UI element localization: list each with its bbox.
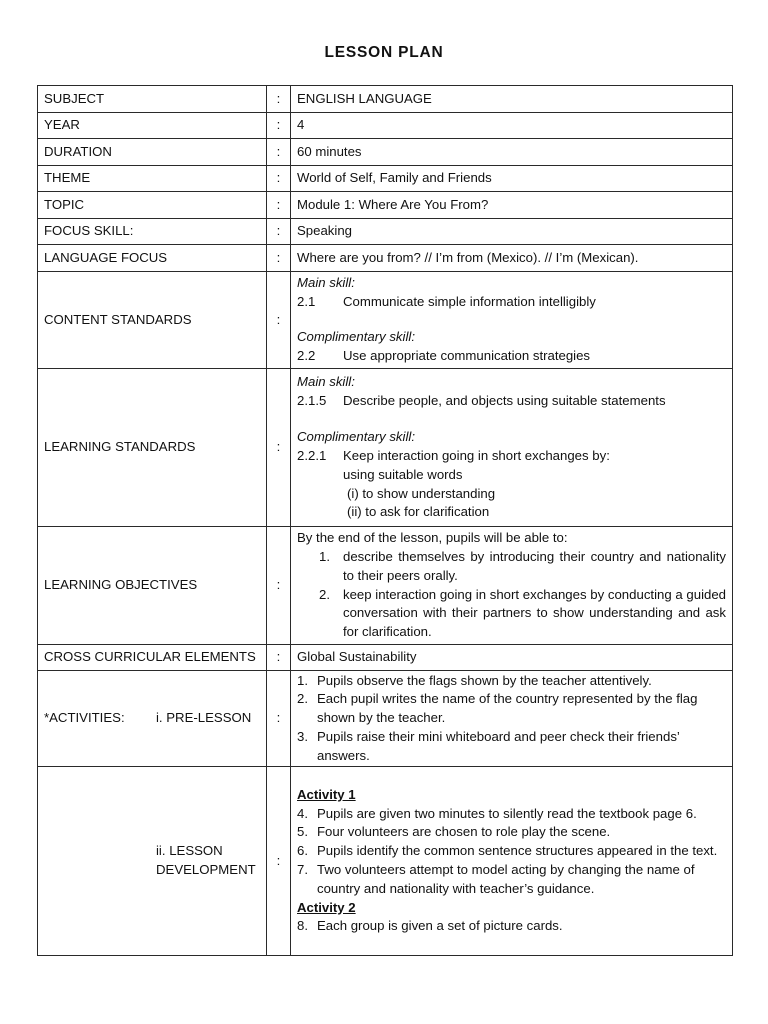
- value-topic: Module 1: Where Are You From?: [291, 192, 733, 219]
- row-lesson-development: [38, 767, 733, 956]
- label-activities: [38, 671, 267, 767]
- row-learning-standards: [38, 369, 733, 527]
- label-duration: DURATION: [38, 139, 267, 166]
- colon: :: [267, 192, 291, 219]
- activity-number: 2.: [297, 691, 308, 707]
- row-pre-lesson: [38, 671, 733, 767]
- activity-item: [297, 672, 726, 691]
- label-year: YEAR: [38, 113, 267, 139]
- colon: :: [267, 219, 291, 245]
- standard-number: 2.1.5: [297, 392, 327, 408]
- activity-2-heading: Activity 2: [297, 899, 356, 915]
- value-year: 4: [291, 113, 733, 139]
- label-cross-curricular: CROSS CURRICULAR ELEMENTS: [38, 645, 267, 671]
- standard-item: [297, 392, 726, 411]
- activity-text: Pupils raise their mini whiteboard and peer check their friends’ answers.: [317, 728, 680, 763]
- value-learning-objectives: [291, 527, 733, 645]
- activity-number: 1.: [297, 672, 308, 688]
- objective-item: [297, 586, 726, 642]
- label-focus-skill: FOCUS SKILL:: [38, 219, 267, 245]
- label-topic: TOPIC: [38, 192, 267, 219]
- activity-item: [297, 917, 726, 936]
- colon: :: [267, 527, 291, 645]
- row-year: [38, 113, 733, 139]
- label-subject: SUBJECT: [38, 86, 267, 113]
- pre-lesson-label: i. PRE-LESSON: [156, 710, 252, 726]
- activity-number: 8.: [297, 918, 308, 934]
- label-lesson-development: [38, 767, 267, 956]
- colon: :: [267, 272, 291, 369]
- colon: :: [267, 767, 291, 956]
- lesson-development-label: ii. LESSON: [156, 843, 223, 859]
- row-topic: [38, 192, 733, 219]
- row-language-focus: [38, 245, 733, 272]
- standard-text: Describe people, and objects using suitable statements: [343, 392, 666, 408]
- activity-number: 5.: [297, 824, 308, 840]
- objective-number: 1.: [319, 548, 330, 564]
- activity-text: Four volunteers are chosen to role play the scene.: [317, 824, 611, 840]
- value-subject: ENGLISH LANGUAGE: [291, 86, 733, 113]
- value-lesson-development: [291, 767, 733, 956]
- row-learning-objectives: [38, 527, 733, 645]
- row-cross-curricular: [38, 645, 733, 671]
- lesson-plan-table: [37, 85, 733, 956]
- value-pre-lesson: [291, 671, 733, 767]
- document-title: LESSON PLAN: [324, 44, 444, 61]
- value-learning-standards: [291, 369, 733, 527]
- colon: :: [267, 113, 291, 139]
- activity-text: Each pupil writes the name of the country represented by the flag shown by the teacher.: [317, 691, 698, 726]
- objective-number: 2.: [319, 586, 330, 602]
- row-duration: [38, 139, 733, 166]
- colon: :: [267, 369, 291, 527]
- colon: :: [267, 671, 291, 767]
- activities-label: *ACTIVITIES:: [44, 710, 125, 726]
- colon: :: [267, 139, 291, 166]
- activity-item: [297, 842, 726, 861]
- objective-text: keep interaction going in short exchanges by conducting a guided conversation with their partners to show understanding and ask for clarification.: [343, 586, 726, 640]
- objective-text: describe themselves by introducing their country and nationality to their peers orally.: [343, 548, 726, 583]
- standard-text: Communicate simple information intelligibly: [343, 294, 596, 310]
- standard-subline: using suitable words: [343, 466, 463, 482]
- activity-item: [297, 690, 726, 728]
- main-skill-heading: Main skill:: [297, 373, 355, 389]
- standard-text: Keep interaction going in short exchanges by:: [343, 448, 610, 464]
- row-content-standards: [38, 272, 733, 369]
- lesson-development-label: DEVELOPMENT: [156, 862, 256, 877]
- value-language-focus: Where are you from? // I’m from (Mexico). // I’m (Mexican).: [291, 245, 733, 272]
- activity-text: Pupils are given two minutes to silently read the textbook page 6.: [317, 805, 697, 821]
- activity-text: Each group is given a set of picture cards.: [317, 918, 563, 934]
- activity-text: Two volunteers attempt to model acting by changing the name of country and nationality with teacher’s guidance.: [317, 862, 695, 896]
- standard-number: 2.1: [297, 294, 316, 310]
- value-theme: World of Self, Family and Friends: [291, 166, 733, 192]
- label-theme: THEME: [38, 166, 267, 192]
- standard-item: [297, 347, 726, 366]
- objectives-intro: By the end of the lesson, pupils will be able to:: [297, 530, 568, 546]
- activity-number: 4.: [297, 805, 308, 821]
- activity-item: [297, 728, 726, 766]
- activity-text: Pupils identify the common sentence structures appeared in the text.: [317, 843, 718, 859]
- activity-item: [297, 805, 726, 824]
- objective-item: [297, 548, 726, 586]
- activity-1-heading: Activity 1: [297, 786, 356, 802]
- standard-number: 2.2.1: [297, 448, 327, 464]
- activity-number: 7.: [297, 862, 308, 877]
- complimentary-skill-heading: Complimentary skill:: [297, 329, 415, 344]
- standard-item: [297, 447, 726, 466]
- value-cross-curricular: Global Sustainability: [291, 645, 733, 671]
- activity-item: [297, 861, 726, 899]
- label-learning-objectives: LEARNING OBJECTIVES: [38, 527, 267, 645]
- main-skill-heading: Main skill:: [297, 275, 355, 291]
- row-focus-skill: [38, 219, 733, 245]
- colon: :: [267, 166, 291, 192]
- standard-text: Use appropriate communication strategies: [343, 347, 591, 363]
- value-focus-skill: Speaking: [291, 219, 733, 245]
- standard-subline: (ii) to ask for clarification: [347, 504, 490, 520]
- standard-subline: (i) to show understanding: [347, 485, 496, 501]
- complimentary-skill-heading: Complimentary skill:: [297, 429, 415, 445]
- colon: :: [267, 245, 291, 272]
- row-subject: [38, 86, 733, 113]
- value-duration: 60 minutes: [291, 139, 733, 166]
- standard-number: 2.2: [297, 347, 316, 363]
- label-language-focus: LANGUAGE FOCUS: [38, 245, 267, 272]
- colon: :: [267, 645, 291, 671]
- standard-item: [297, 293, 726, 312]
- row-theme: [38, 166, 733, 192]
- activity-number: 6.: [297, 843, 308, 859]
- colon: :: [267, 86, 291, 113]
- activity-text: Pupils observe the flags shown by the teacher attentively.: [317, 672, 652, 688]
- value-content-standards: [291, 272, 733, 369]
- label-learning-standards: LEARNING STANDARDS: [38, 369, 267, 527]
- label-content-standards: CONTENT STANDARDS: [38, 272, 267, 369]
- activity-item: [297, 823, 726, 842]
- activity-number: 3.: [297, 728, 308, 744]
